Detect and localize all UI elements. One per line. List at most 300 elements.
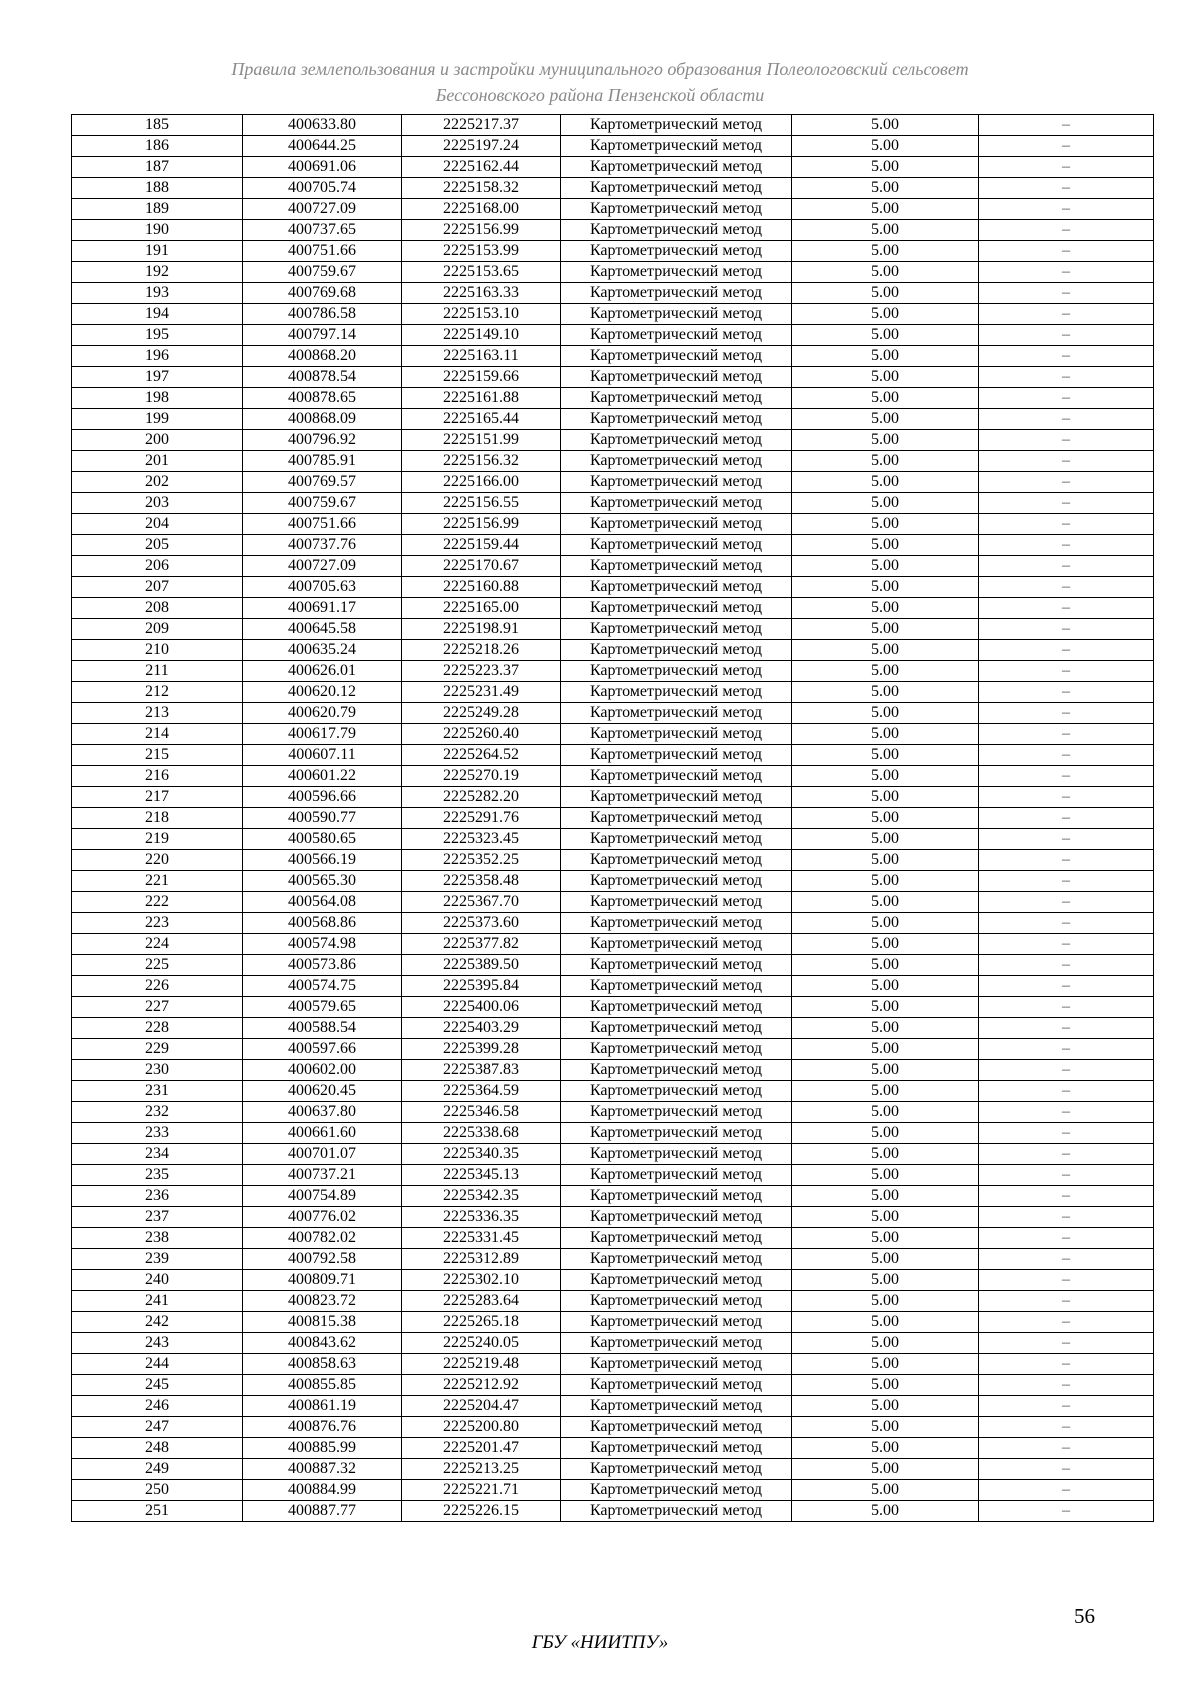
accuracy-cell: 5.00	[792, 1438, 979, 1459]
point-number-cell: 245	[72, 1375, 243, 1396]
method-cell: Картометрический метод	[561, 1480, 792, 1501]
x-coordinate-cell: 400737.65	[243, 220, 402, 241]
accuracy-cell: 5.00	[792, 724, 979, 745]
method-cell: Картометрический метод	[561, 955, 792, 976]
table-row	[72, 787, 1154, 808]
description-cell: –	[979, 934, 1154, 955]
accuracy-cell: 5.00	[792, 472, 979, 493]
x-coordinate-cell: 400769.68	[243, 283, 402, 304]
table-row	[72, 1438, 1154, 1459]
method-cell: Картометрический метод	[561, 388, 792, 409]
table-row	[72, 850, 1154, 871]
y-coordinate-cell: 2225153.65	[402, 262, 561, 283]
y-coordinate-cell: 2225302.10	[402, 1270, 561, 1291]
y-coordinate-cell: 2225223.37	[402, 661, 561, 682]
y-coordinate-cell: 2225387.83	[402, 1060, 561, 1081]
description-cell: –	[979, 1165, 1154, 1186]
method-cell: Картометрический метод	[561, 1396, 792, 1417]
x-coordinate-cell: 400620.79	[243, 703, 402, 724]
table-row	[72, 178, 1154, 199]
point-number-cell: 234	[72, 1144, 243, 1165]
point-number-cell: 221	[72, 871, 243, 892]
point-number-cell: 243	[72, 1333, 243, 1354]
point-number-cell: 185	[72, 115, 243, 136]
description-cell: –	[979, 325, 1154, 346]
y-coordinate-cell: 2225283.64	[402, 1291, 561, 1312]
accuracy-cell: 5.00	[792, 682, 979, 703]
accuracy-cell: 5.00	[792, 1228, 979, 1249]
accuracy-cell: 5.00	[792, 1396, 979, 1417]
y-coordinate-cell: 2225156.99	[402, 514, 561, 535]
y-coordinate-cell: 2225345.13	[402, 1165, 561, 1186]
x-coordinate-cell: 400884.99	[243, 1480, 402, 1501]
y-coordinate-cell: 2225170.67	[402, 556, 561, 577]
x-coordinate-cell: 400858.63	[243, 1354, 402, 1375]
x-coordinate-cell: 400796.92	[243, 430, 402, 451]
table-row	[72, 934, 1154, 955]
y-coordinate-cell: 2225282.20	[402, 787, 561, 808]
description-cell: –	[979, 178, 1154, 199]
x-coordinate-cell: 400607.11	[243, 745, 402, 766]
y-coordinate-cell: 2225153.10	[402, 304, 561, 325]
accuracy-cell: 5.00	[792, 808, 979, 829]
description-cell: –	[979, 1186, 1154, 1207]
y-coordinate-cell: 2225240.05	[402, 1333, 561, 1354]
y-coordinate-cell: 2225352.25	[402, 850, 561, 871]
method-cell: Картометрический метод	[561, 1144, 792, 1165]
y-coordinate-cell: 2225204.47	[402, 1396, 561, 1417]
y-coordinate-cell: 2225162.44	[402, 157, 561, 178]
point-number-cell: 232	[72, 1102, 243, 1123]
description-cell: –	[979, 577, 1154, 598]
method-cell: Картометрический метод	[561, 997, 792, 1018]
y-coordinate-cell: 2225399.28	[402, 1039, 561, 1060]
running-header-line2: Бессоновского района Пензенской области	[435, 85, 765, 105]
y-coordinate-cell: 2225151.99	[402, 430, 561, 451]
point-number-cell: 218	[72, 808, 243, 829]
description-cell: –	[979, 430, 1154, 451]
point-number-cell: 190	[72, 220, 243, 241]
y-coordinate-cell: 2225346.58	[402, 1102, 561, 1123]
table-row	[72, 1249, 1154, 1270]
accuracy-cell: 5.00	[792, 1102, 979, 1123]
description-cell: –	[979, 1291, 1154, 1312]
x-coordinate-cell: 400601.22	[243, 766, 402, 787]
accuracy-cell: 5.00	[792, 136, 979, 157]
x-coordinate-cell: 400661.60	[243, 1123, 402, 1144]
x-coordinate-cell: 400564.08	[243, 892, 402, 913]
point-number-cell: 247	[72, 1417, 243, 1438]
method-cell: Картометрический метод	[561, 787, 792, 808]
x-coordinate-cell: 400727.09	[243, 556, 402, 577]
x-coordinate-cell: 400617.79	[243, 724, 402, 745]
method-cell: Картометрический метод	[561, 766, 792, 787]
x-coordinate-cell: 400635.24	[243, 640, 402, 661]
x-coordinate-cell: 400887.32	[243, 1459, 402, 1480]
y-coordinate-cell: 2225166.00	[402, 472, 561, 493]
method-cell: Картометрический метод	[561, 829, 792, 850]
accuracy-cell: 5.00	[792, 556, 979, 577]
point-number-cell: 194	[72, 304, 243, 325]
method-cell: Картометрический метод	[561, 1018, 792, 1039]
accuracy-cell: 5.00	[792, 1249, 979, 1270]
method-cell: Картометрический метод	[561, 1102, 792, 1123]
table-row	[72, 346, 1154, 367]
table-row	[72, 1501, 1154, 1522]
x-coordinate-cell: 400597.66	[243, 1039, 402, 1060]
accuracy-cell: 5.00	[792, 535, 979, 556]
accuracy-cell: 5.00	[792, 1207, 979, 1228]
accuracy-cell: 5.00	[792, 514, 979, 535]
description-cell: –	[979, 1375, 1154, 1396]
point-number-cell: 225	[72, 955, 243, 976]
table-row	[72, 535, 1154, 556]
point-number-cell: 244	[72, 1354, 243, 1375]
accuracy-cell: 5.00	[792, 1144, 979, 1165]
x-coordinate-cell: 400876.76	[243, 1417, 402, 1438]
table-row	[72, 1333, 1154, 1354]
description-cell: –	[979, 514, 1154, 535]
table-row	[72, 703, 1154, 724]
y-coordinate-cell: 2225156.99	[402, 220, 561, 241]
x-coordinate-cell: 400786.58	[243, 304, 402, 325]
method-cell: Картометрический метод	[561, 1165, 792, 1186]
accuracy-cell: 5.00	[792, 766, 979, 787]
accuracy-cell: 5.00	[792, 1333, 979, 1354]
description-cell: –	[979, 1060, 1154, 1081]
y-coordinate-cell: 2225156.32	[402, 451, 561, 472]
table-row	[72, 577, 1154, 598]
method-cell: Картометрический метод	[561, 220, 792, 241]
table-row	[72, 913, 1154, 934]
description-cell: –	[979, 1081, 1154, 1102]
description-cell: –	[979, 409, 1154, 430]
method-cell: Картометрический метод	[561, 1333, 792, 1354]
point-number-cell: 193	[72, 283, 243, 304]
accuracy-cell: 5.00	[792, 388, 979, 409]
method-cell: Картометрический метод	[561, 556, 792, 577]
method-cell: Картометрический метод	[561, 682, 792, 703]
x-coordinate-cell: 400792.58	[243, 1249, 402, 1270]
x-coordinate-cell: 400574.75	[243, 976, 402, 997]
method-cell: Картометрический метод	[561, 1459, 792, 1480]
table-row	[72, 661, 1154, 682]
y-coordinate-cell: 2225395.84	[402, 976, 561, 997]
method-cell: Картометрический метод	[561, 745, 792, 766]
accuracy-cell: 5.00	[792, 1123, 979, 1144]
point-number-cell: 191	[72, 241, 243, 262]
description-cell: –	[979, 115, 1154, 136]
table-row	[72, 1123, 1154, 1144]
point-number-cell: 208	[72, 598, 243, 619]
y-coordinate-cell: 2225260.40	[402, 724, 561, 745]
table-row	[72, 514, 1154, 535]
x-coordinate-cell: 400754.89	[243, 1186, 402, 1207]
table-row	[72, 724, 1154, 745]
point-number-cell: 219	[72, 829, 243, 850]
method-cell: Картометрический метод	[561, 934, 792, 955]
description-cell: –	[979, 1480, 1154, 1501]
point-number-cell: 202	[72, 472, 243, 493]
point-number-cell: 242	[72, 1312, 243, 1333]
accuracy-cell: 5.00	[792, 493, 979, 514]
method-cell: Картометрический метод	[561, 157, 792, 178]
point-number-cell: 241	[72, 1291, 243, 1312]
method-cell: Картометрический метод	[561, 1228, 792, 1249]
point-number-cell: 240	[72, 1270, 243, 1291]
accuracy-cell: 5.00	[792, 934, 979, 955]
accuracy-cell: 5.00	[792, 1060, 979, 1081]
x-coordinate-cell: 400566.19	[243, 850, 402, 871]
table-row	[72, 1165, 1154, 1186]
description-cell: –	[979, 136, 1154, 157]
x-coordinate-cell: 400809.71	[243, 1270, 402, 1291]
x-coordinate-cell: 400590.77	[243, 808, 402, 829]
point-number-cell: 200	[72, 430, 243, 451]
y-coordinate-cell: 2225403.29	[402, 1018, 561, 1039]
point-number-cell: 212	[72, 682, 243, 703]
y-coordinate-cell: 2225377.82	[402, 934, 561, 955]
x-coordinate-cell: 400815.38	[243, 1312, 402, 1333]
point-number-cell: 236	[72, 1186, 243, 1207]
x-coordinate-cell: 400637.80	[243, 1102, 402, 1123]
description-cell: –	[979, 682, 1154, 703]
table-row	[72, 556, 1154, 577]
x-coordinate-cell: 400855.85	[243, 1375, 402, 1396]
x-coordinate-cell: 400751.66	[243, 241, 402, 262]
accuracy-cell: 5.00	[792, 1417, 979, 1438]
accuracy-cell: 5.00	[792, 1291, 979, 1312]
accuracy-cell: 5.00	[792, 1312, 979, 1333]
x-coordinate-cell: 400705.63	[243, 577, 402, 598]
table-row	[72, 451, 1154, 472]
table-row	[72, 598, 1154, 619]
point-number-cell: 228	[72, 1018, 243, 1039]
table-row	[72, 409, 1154, 430]
point-number-cell: 237	[72, 1207, 243, 1228]
x-coordinate-cell: 400785.91	[243, 451, 402, 472]
method-cell: Картометрический метод	[561, 808, 792, 829]
description-cell: –	[979, 703, 1154, 724]
x-coordinate-cell: 400797.14	[243, 325, 402, 346]
x-coordinate-cell: 400868.09	[243, 409, 402, 430]
table-row	[72, 472, 1154, 493]
x-coordinate-cell: 400633.80	[243, 115, 402, 136]
point-number-cell: 205	[72, 535, 243, 556]
running-header-line1: Правила землепользования и застройки муниципального образования Полеологовский сельсовет	[231, 59, 969, 79]
y-coordinate-cell: 2225161.88	[402, 388, 561, 409]
point-number-cell: 224	[72, 934, 243, 955]
method-cell: Картометрический метод	[561, 661, 792, 682]
description-cell: –	[979, 199, 1154, 220]
accuracy-cell: 5.00	[792, 1354, 979, 1375]
description-cell: –	[979, 1207, 1154, 1228]
accuracy-cell: 5.00	[792, 1459, 979, 1480]
table-row	[72, 367, 1154, 388]
description-cell: –	[979, 241, 1154, 262]
description-cell: –	[979, 346, 1154, 367]
table-row	[72, 1354, 1154, 1375]
point-number-cell: 214	[72, 724, 243, 745]
point-number-cell: 192	[72, 262, 243, 283]
table-row	[72, 745, 1154, 766]
point-number-cell: 239	[72, 1249, 243, 1270]
x-coordinate-cell: 400776.02	[243, 1207, 402, 1228]
point-number-cell: 246	[72, 1396, 243, 1417]
method-cell: Картометрический метод	[561, 1438, 792, 1459]
point-number-cell: 189	[72, 199, 243, 220]
x-coordinate-cell: 400565.30	[243, 871, 402, 892]
x-coordinate-cell: 400691.17	[243, 598, 402, 619]
method-cell: Картометрический метод	[561, 640, 792, 661]
description-cell: –	[979, 472, 1154, 493]
table-row	[72, 1060, 1154, 1081]
method-cell: Картометрический метод	[561, 346, 792, 367]
accuracy-cell: 5.00	[792, 1081, 979, 1102]
table-row	[72, 829, 1154, 850]
description-cell: –	[979, 493, 1154, 514]
y-coordinate-cell: 2225218.26	[402, 640, 561, 661]
y-coordinate-cell: 2225156.55	[402, 493, 561, 514]
table-row	[72, 976, 1154, 997]
x-coordinate-cell: 400878.65	[243, 388, 402, 409]
x-coordinate-cell: 400823.72	[243, 1291, 402, 1312]
accuracy-cell: 5.00	[792, 745, 979, 766]
x-coordinate-cell: 400580.65	[243, 829, 402, 850]
point-number-cell: 213	[72, 703, 243, 724]
accuracy-cell: 5.00	[792, 325, 979, 346]
method-cell: Картометрический метод	[561, 367, 792, 388]
accuracy-cell: 5.00	[792, 1165, 979, 1186]
accuracy-cell: 5.00	[792, 262, 979, 283]
y-coordinate-cell: 2225163.33	[402, 283, 561, 304]
y-coordinate-cell: 2225198.91	[402, 619, 561, 640]
table-row	[72, 1396, 1154, 1417]
accuracy-cell: 5.00	[792, 829, 979, 850]
description-cell: –	[979, 829, 1154, 850]
x-coordinate-cell: 400596.66	[243, 787, 402, 808]
y-coordinate-cell: 2225340.35	[402, 1144, 561, 1165]
description-cell: –	[979, 367, 1154, 388]
y-coordinate-cell: 2225270.19	[402, 766, 561, 787]
method-cell: Картометрический метод	[561, 1060, 792, 1081]
point-number-cell: 198	[72, 388, 243, 409]
y-coordinate-cell: 2225158.32	[402, 178, 561, 199]
table-row	[72, 1207, 1154, 1228]
x-coordinate-cell: 400885.99	[243, 1438, 402, 1459]
table-row	[72, 1375, 1154, 1396]
y-coordinate-cell: 2225312.89	[402, 1249, 561, 1270]
method-cell: Картометрический метод	[561, 199, 792, 220]
description-cell: –	[979, 913, 1154, 934]
method-cell: Картометрический метод	[561, 1039, 792, 1060]
x-coordinate-cell: 400751.66	[243, 514, 402, 535]
x-coordinate-cell: 400737.76	[243, 535, 402, 556]
method-cell: Картометрический метод	[561, 430, 792, 451]
method-cell: Картометрический метод	[561, 472, 792, 493]
description-cell: –	[979, 1396, 1154, 1417]
description-cell: –	[979, 850, 1154, 871]
point-number-cell: 222	[72, 892, 243, 913]
point-number-cell: 216	[72, 766, 243, 787]
point-number-cell: 235	[72, 1165, 243, 1186]
accuracy-cell: 5.00	[792, 1501, 979, 1522]
description-cell: –	[979, 1102, 1154, 1123]
x-coordinate-cell: 400626.01	[243, 661, 402, 682]
y-coordinate-cell: 2225160.88	[402, 577, 561, 598]
table-row	[72, 199, 1154, 220]
description-cell: –	[979, 955, 1154, 976]
description-cell: –	[979, 661, 1154, 682]
description-cell: –	[979, 724, 1154, 745]
table-row	[72, 220, 1154, 241]
accuracy-cell: 5.00	[792, 1270, 979, 1291]
description-cell: –	[979, 871, 1154, 892]
y-coordinate-cell: 2225231.49	[402, 682, 561, 703]
point-number-cell: 233	[72, 1123, 243, 1144]
accuracy-cell: 5.00	[792, 199, 979, 220]
x-coordinate-cell: 400887.77	[243, 1501, 402, 1522]
description-cell: –	[979, 1438, 1154, 1459]
y-coordinate-cell: 2225364.59	[402, 1081, 561, 1102]
accuracy-cell: 5.00	[792, 871, 979, 892]
x-coordinate-cell: 400568.86	[243, 913, 402, 934]
y-coordinate-cell: 2225342.35	[402, 1186, 561, 1207]
method-cell: Картометрический метод	[561, 913, 792, 934]
x-coordinate-cell: 400843.62	[243, 1333, 402, 1354]
table-row	[72, 808, 1154, 829]
description-cell: –	[979, 1039, 1154, 1060]
accuracy-cell: 5.00	[792, 178, 979, 199]
table-row	[72, 325, 1154, 346]
accuracy-cell: 5.00	[792, 367, 979, 388]
y-coordinate-cell: 2225212.92	[402, 1375, 561, 1396]
y-coordinate-cell: 2225168.00	[402, 199, 561, 220]
description-cell: –	[979, 1018, 1154, 1039]
accuracy-cell: 5.00	[792, 115, 979, 136]
method-cell: Картометрический метод	[561, 619, 792, 640]
description-cell: –	[979, 766, 1154, 787]
method-cell: Картометрический метод	[561, 1207, 792, 1228]
description-cell: –	[979, 535, 1154, 556]
point-number-cell: 248	[72, 1438, 243, 1459]
table-row	[72, 1228, 1154, 1249]
accuracy-cell: 5.00	[792, 913, 979, 934]
point-number-cell: 197	[72, 367, 243, 388]
description-cell: –	[979, 304, 1154, 325]
method-cell: Картометрический метод	[561, 1354, 792, 1375]
description-cell: –	[979, 1501, 1154, 1522]
y-coordinate-cell: 2225149.10	[402, 325, 561, 346]
table-row	[72, 1291, 1154, 1312]
method-cell: Картометрический метод	[561, 1417, 792, 1438]
y-coordinate-cell: 2225217.37	[402, 115, 561, 136]
point-number-cell: 201	[72, 451, 243, 472]
table-row	[72, 1417, 1154, 1438]
method-cell: Картометрический метод	[561, 1312, 792, 1333]
y-coordinate-cell: 2225197.24	[402, 136, 561, 157]
page-number: 56	[1074, 1604, 1095, 1628]
table-row	[72, 1039, 1154, 1060]
point-number-cell: 229	[72, 1039, 243, 1060]
table-row	[72, 283, 1154, 304]
point-number-cell: 231	[72, 1081, 243, 1102]
method-cell: Картометрический метод	[561, 1270, 792, 1291]
method-cell: Картометрический метод	[561, 577, 792, 598]
table-row	[72, 430, 1154, 451]
accuracy-cell: 5.00	[792, 955, 979, 976]
method-cell: Картометрический метод	[561, 892, 792, 913]
